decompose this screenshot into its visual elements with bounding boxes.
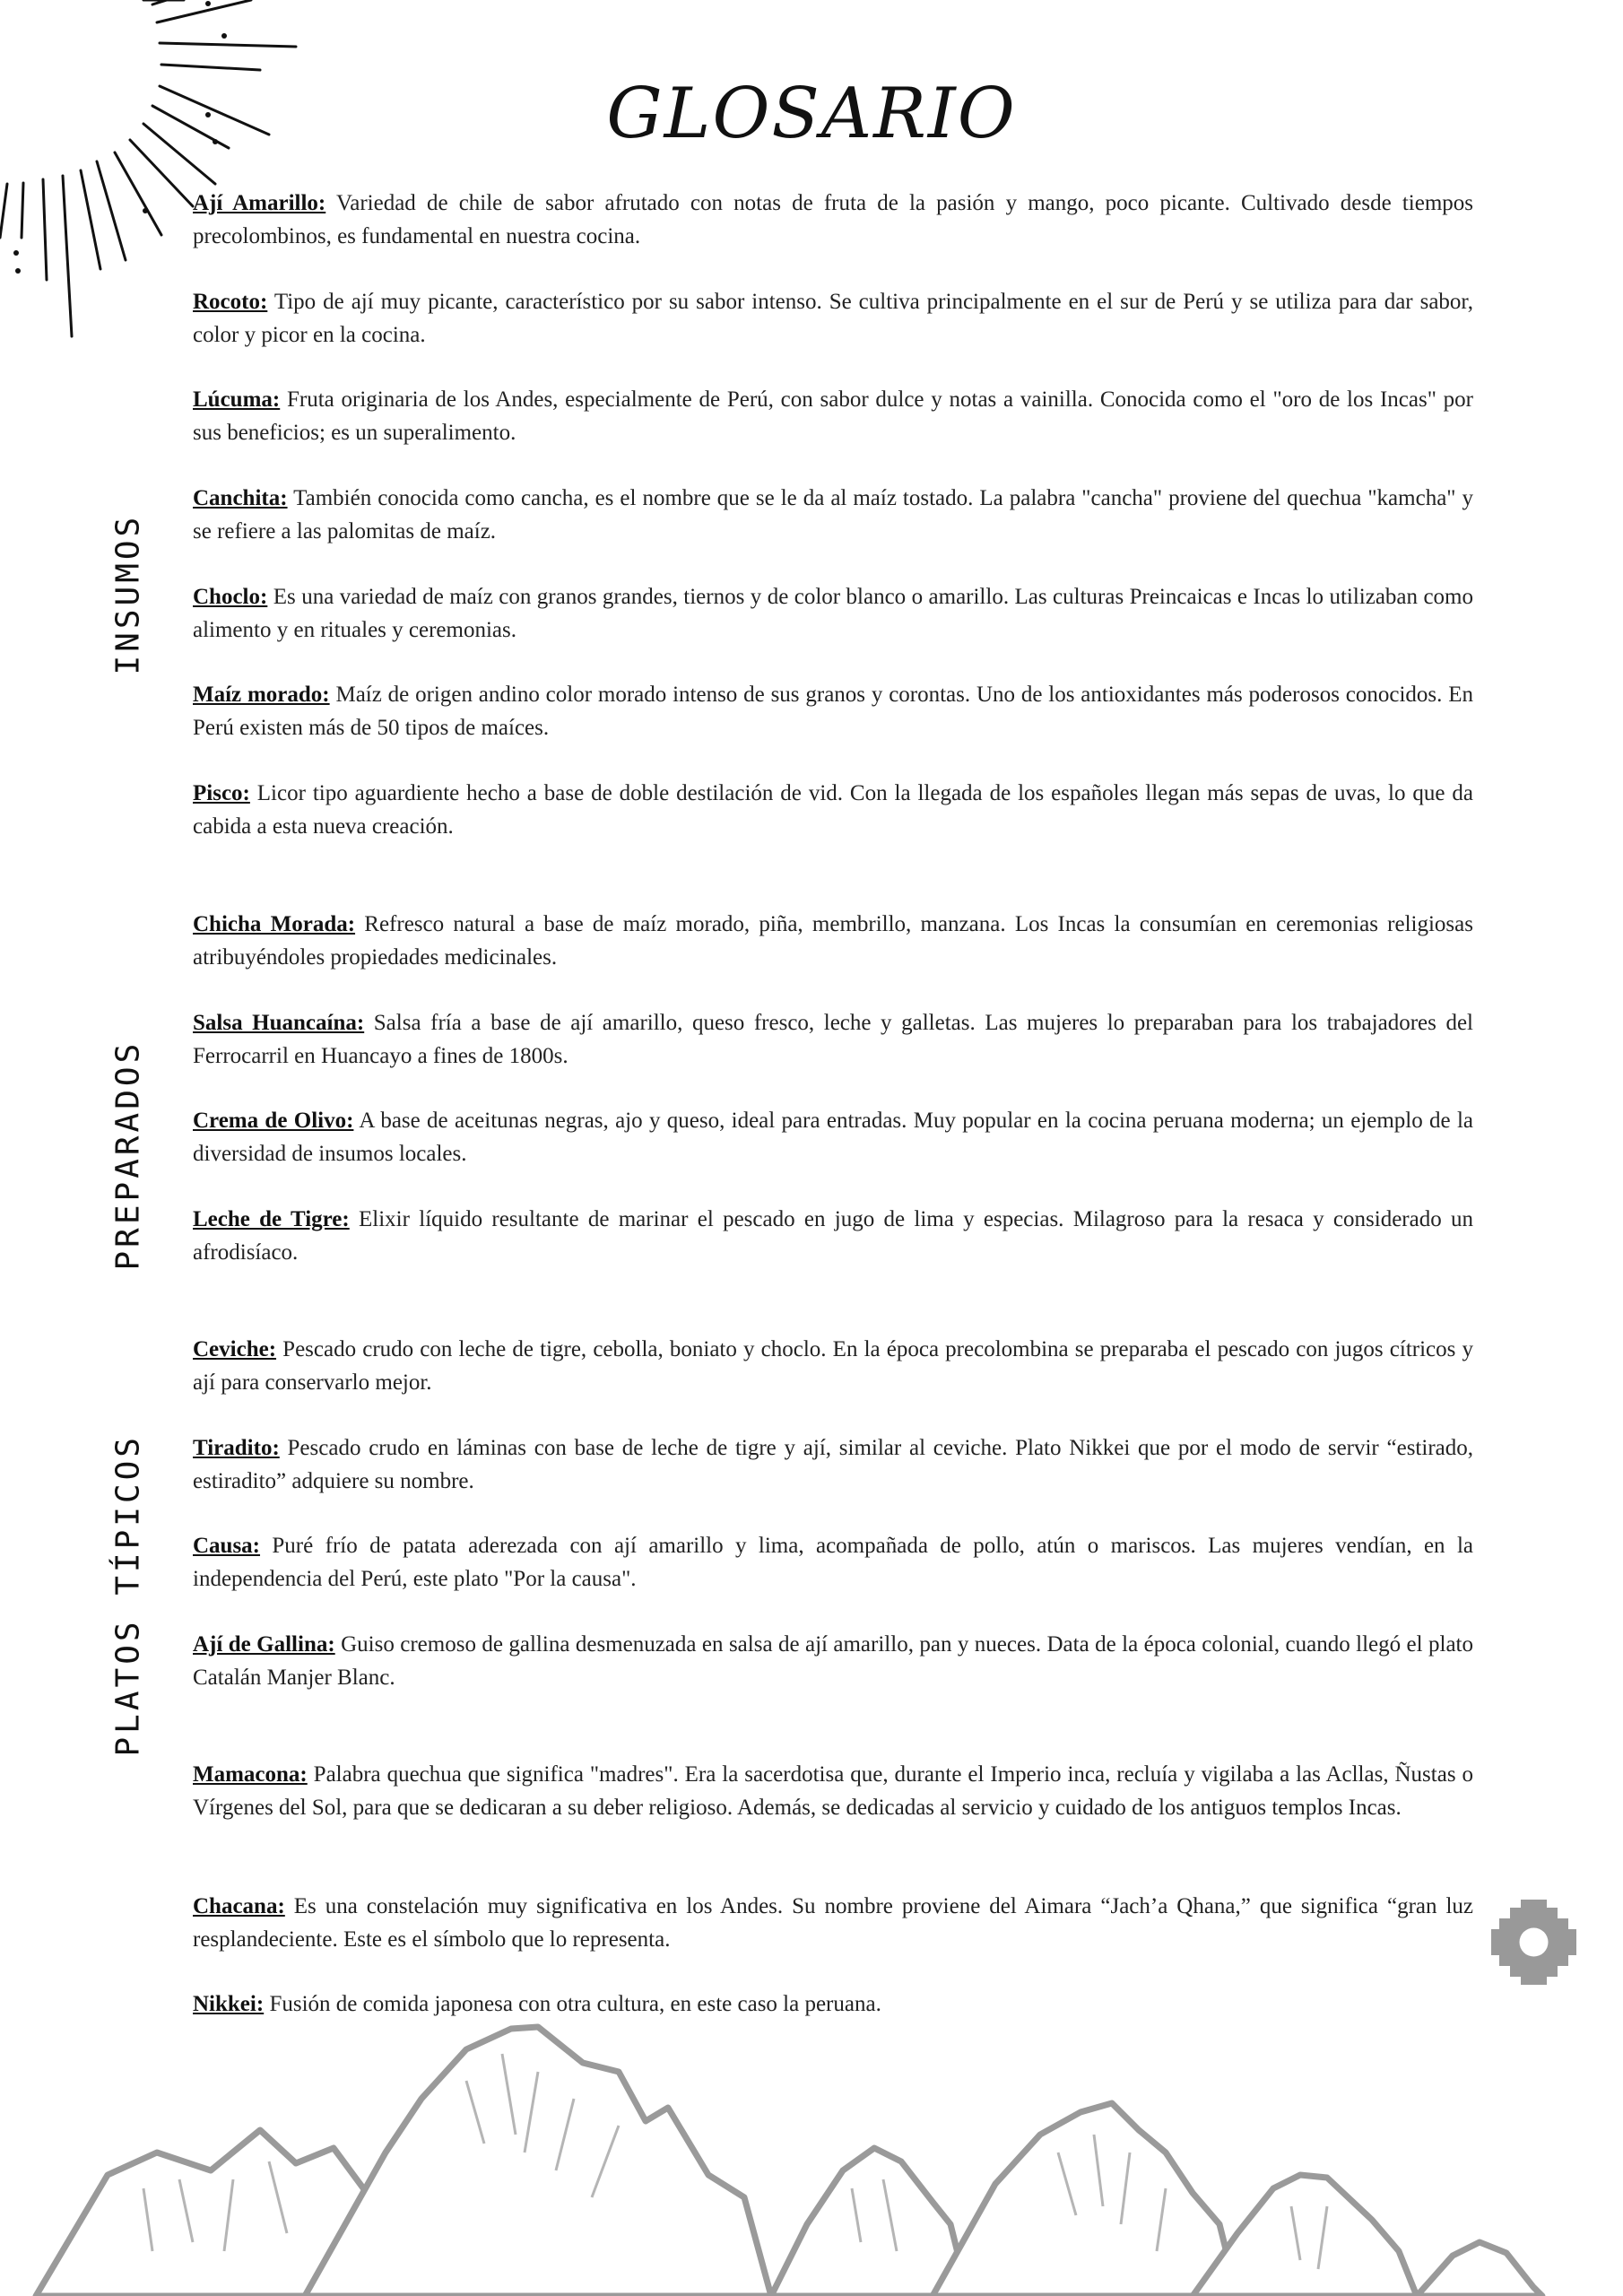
glossary-entry-rocoto (193, 285, 1473, 352)
glossary-term: Chacana: (193, 1894, 285, 1918)
glossary-term: Lúcuma: (193, 387, 281, 412)
glossary-term: Rocoto: (193, 290, 268, 314)
glossary-term: Chicha Morada: (193, 912, 356, 936)
glossary-definition: Salsa fría a base de ají amarillo, queso fresco, leche y galletas. Las mujeres lo preparaban para los trabajadores del Ferrocarril en Huancayo a fines de 1800s. (193, 1011, 1473, 1068)
glossary-definition: Puré frío de patata aderezada con ají amarillo y lima, acompañada de pollo, atún o mariscos. Las mujeres vendían, en la independencia del Perú, este plato "Por la causa". (193, 1534, 1473, 1591)
glossary-definition: Pescado crudo en láminas con base de leche de tigre y ají, similar al ceviche. Plato Nikkei que por el modo de servir “estirado, estiradito” adquiere su nombre. (193, 1436, 1473, 1493)
glossary-entry-crema-de-olivo (193, 1104, 1473, 1170)
glossary-term: Salsa Huancaína: (193, 1011, 365, 1035)
glossary-entry-aji-de-gallina (193, 1628, 1473, 1694)
mountains-illustration (0, 2018, 1623, 2296)
glossary-definition: Es una constelación muy significativa en los Andes. Su nombre proviene del Aimara “Jach’a Qhana,” que significa “gran luz resplandeciente. Este es el símbolo que lo representa. (193, 1894, 1473, 1952)
glossary-definition: También conocida como cancha, es el nombre que se le da al maíz tostado. La palabra "cancha" proviene del quechua "kamcha" y se refiere a las palomitas de maíz. (193, 486, 1473, 544)
chakana-icon (1491, 1900, 1576, 1985)
glossary-entry-nikkei (193, 1987, 1473, 2021)
glossary-term: Choclo: (193, 585, 268, 609)
glossary-term: Crema de Olivo: (193, 1109, 354, 1133)
glossary-term: Canchita: (193, 486, 288, 510)
glossary-definition: Fruta originaria de los Andes, especialmente de Perú, con sabor dulce y notas a vainilla. Conocida como el "oro de los Incas" por sus beneficios; es un superalimento. (193, 387, 1473, 445)
glossary-entry-maiz-morado (193, 678, 1473, 744)
glossary-term: Ají Amarillo: (193, 191, 326, 215)
glossary-definition: Refresco natural a base de maíz morado, piña, membrillo, manzana. Los Incas la consumían en ceremonias religiosas atribuyéndoles propiedades medicinales. (193, 912, 1473, 970)
page-title: GLOSARIO (606, 74, 1017, 154)
glossary-entry-pisco (193, 777, 1473, 843)
glossary-definition: Guiso cremoso de gallina desmenuzada en salsa de ají amarillo, pan y nueces. Data de la época colonial, cuando llegó el plato Catalán Manjer Blanc. (193, 1632, 1473, 1690)
section-label-platos-tipicos: PLATOS TÍPICOS (109, 1434, 147, 1757)
glossary-definition: Palabra quechua que significa "madres". Era la sacerdotisa que, durante el Imperio inca, recluía y vigilaba a las Acllas, Ñustas o Vírgenes del Sol, para que se dedicaran a su deber religioso. Además, se dedicadas al servicio y cuidado de los antiguos templos Incas. (193, 1762, 1473, 1820)
glossary-entry-lucuma (193, 383, 1473, 449)
glossary-term: Ají de Gallina: (193, 1632, 335, 1657)
glossary-entry-aji-amarillo (193, 187, 1473, 253)
glossary-entry-salsa-huancaina (193, 1006, 1473, 1073)
glossary-term: Maíz morado: (193, 683, 330, 707)
glossary-term: Causa: (193, 1534, 261, 1558)
glossary-definition: A base de aceitunas negras, ajo y queso, ideal para entradas. Muy popular en la cocina peruana moderna; un ejemplo de la diversidad de insumos locales. (193, 1109, 1473, 1166)
glossary-term: Mamacona: (193, 1762, 308, 1787)
glossary-definition: Es una variedad de maíz con granos grandes, tiernos y de color blanco o amarillo. Las culturas Preincaicas e Incas lo utilizaban como alimento y en rituales y ceremonias. (193, 585, 1473, 642)
glossary-term: Pisco: (193, 781, 250, 805)
glossary-definition: Licor tipo aguardiente hecho a base de doble destilación de vid. Con la llegada de los españoles llegan más sepas de uvas, lo que da cabida a esta nueva creación. (193, 781, 1473, 839)
glossary-definition: Tipo de ají muy picante, característico por su sabor intenso. Se cultiva principalmente en el sur de Perú y se utiliza para dar sabor, color y picor en la cocina. (193, 290, 1473, 347)
glossary-definition: Maíz de origen andino color morado intenso de sus granos y corontas. Uno de los antioxidantes más poderosos conocidos. En Perú existen más de 50 tipos de maíces. (193, 683, 1473, 740)
glossary-entry-canchita (193, 482, 1473, 548)
glossary-entry-leche-de-tigre (193, 1203, 1473, 1269)
section-label-insumos: INSUMOS (109, 513, 147, 675)
glossary-entry-causa (193, 1529, 1473, 1596)
glossary-term: Leche de Tigre: (193, 1207, 350, 1231)
glossary-definition: Pescado crudo con leche de tigre, cebolla, boniato y choclo. En la época precolombina se preparaba el pescado con jugos cítricos y ají para conservarlo mejor. (193, 1337, 1473, 1395)
glossary-definition: Elixir líquido resultante de marinar el pescado en jugo de lima y especias. Milagroso para la resaca y considerado un afrodisíaco. (193, 1207, 1473, 1265)
glossary-entry-chacana (193, 1890, 1473, 1956)
glossary-term: Ceviche: (193, 1337, 277, 1361)
glossary-entry-tiradito (193, 1431, 1473, 1498)
glossary-entry-mamacona (193, 1758, 1473, 1824)
glossary-entry-choclo (193, 580, 1473, 647)
glossary-definition: Fusión de comida japonesa con otra cultura, en este caso la peruana. (264, 1992, 881, 2016)
glossary-term: Tiradito: (193, 1436, 280, 1460)
section-label-preparados: PREPARADOS (109, 1039, 147, 1271)
glossary-definition: Variedad de chile de sabor afrutado con notas de fruta de la pasión y mango, poco picante. Cultivado desde tiempos precolombinos, es fundamental en nuestra cocina. (193, 191, 1473, 248)
glossary-term: Nikkei: (193, 1992, 265, 2016)
glossary-entry-ceviche (193, 1333, 1473, 1399)
glossary-entry-chicha-morada (193, 908, 1473, 974)
